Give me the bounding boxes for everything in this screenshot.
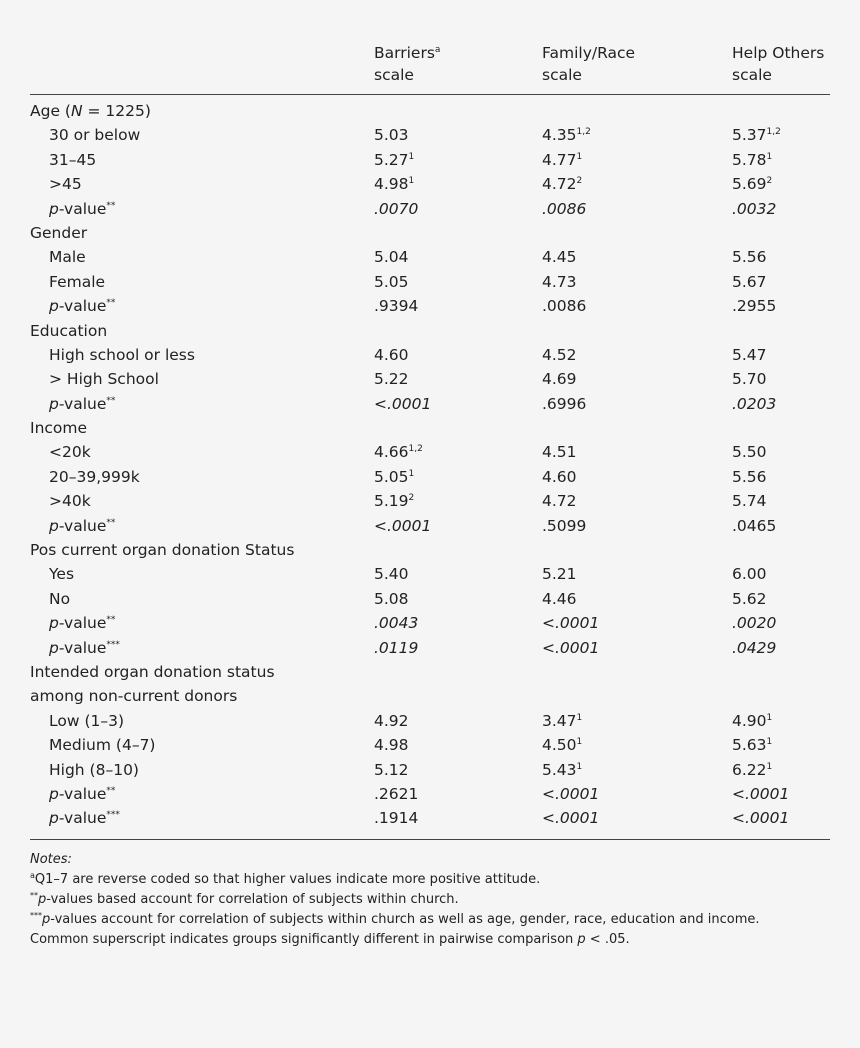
row-label: Income	[30, 419, 88, 438]
cell-value: 4.60	[374, 345, 409, 364]
cell-value: 4.69	[542, 370, 577, 389]
cell-value: .2621	[374, 784, 419, 803]
cell-value: 5.19$^2$	[374, 492, 415, 511]
column-header-line2: scale	[374, 66, 414, 84]
row-label: Intended organ donation status	[30, 662, 275, 681]
results-table	[30, 38, 830, 840]
table-row	[30, 343, 830, 367]
row-label: p-value***	[49, 809, 120, 828]
cell-value: 5.43$^1$	[542, 760, 583, 779]
table-row	[30, 538, 830, 562]
cell-value: 5.08	[374, 589, 409, 608]
row-label: Pos current organ donation Status	[30, 541, 295, 560]
row-label: <20k	[49, 443, 91, 462]
table-row	[30, 99, 830, 123]
column-header-line1: Family/Race	[542, 44, 636, 62]
table-row	[30, 465, 830, 489]
row-label: High school or less	[49, 345, 195, 364]
cell-value: .0429	[732, 638, 777, 657]
cell-value: .0086	[542, 297, 587, 316]
table-row	[30, 319, 830, 343]
cell-value: 5.05$^1$	[374, 467, 415, 486]
row-label: Gender	[30, 223, 88, 242]
cell-value: <.0001	[374, 516, 432, 535]
cell-value: 4.52	[542, 345, 577, 364]
row-label: p-value**	[49, 784, 116, 803]
row-label: No	[49, 589, 71, 608]
cell-value: <.0001	[732, 809, 790, 828]
row-label: Age (N = 1225)	[30, 102, 151, 120]
cell-value: <.0001	[732, 784, 790, 803]
table-header	[30, 38, 830, 95]
table-row	[30, 733, 830, 757]
cell-value: 5.40	[374, 565, 409, 584]
row-label: p-value**	[49, 516, 116, 535]
cell-value: 5.62	[732, 589, 767, 608]
table-notes	[30, 850, 850, 950]
cell-value: 4.66$^{1,2}$	[374, 443, 423, 462]
cell-value: .0020	[732, 614, 777, 633]
row-label: Education	[30, 321, 108, 340]
cell-value: 6.00	[732, 565, 767, 584]
cell-value: 4.90$^1$	[732, 711, 773, 730]
cell-value: <.0001	[542, 784, 600, 803]
table-row	[30, 416, 830, 440]
row-label: Low (1–3)	[49, 711, 125, 730]
table-row	[30, 148, 830, 172]
cell-value: 4.72$^2$	[542, 175, 583, 194]
cell-value: 5.03	[374, 126, 409, 145]
table-row	[30, 489, 830, 513]
cell-value: 5.70	[732, 370, 767, 389]
cell-value: 4.98$^1$	[374, 175, 415, 194]
row-label: Female	[49, 272, 106, 291]
row-label: p-value**	[49, 614, 116, 633]
cell-value: 5.56	[732, 467, 767, 486]
cell-value: .0203	[732, 394, 777, 413]
row-label: > High School	[49, 370, 159, 389]
table-row	[30, 684, 830, 708]
row-label: Medium (4–7)	[49, 736, 156, 755]
cell-value: 4.51	[542, 443, 577, 462]
cell-value: 5.21	[542, 565, 577, 584]
table-row	[30, 514, 830, 538]
table-row	[30, 123, 830, 147]
cell-value: 4.45	[542, 248, 577, 267]
cell-value: <.0001	[542, 809, 600, 828]
row-label: >40k	[49, 492, 91, 511]
column-header-family-race	[542, 42, 635, 86]
table-body	[30, 95, 830, 840]
row-label: 20–39,999k	[49, 467, 140, 486]
row-label: 30 or below	[49, 126, 141, 145]
cell-value: 4.46	[542, 589, 577, 608]
table-row	[30, 367, 830, 391]
table-row	[30, 197, 830, 221]
table-row	[30, 587, 830, 611]
column-header-line2: scale	[542, 66, 582, 84]
table-row	[30, 636, 830, 660]
cell-value: .0086	[542, 199, 587, 218]
column-header-superscript: a	[434, 45, 441, 55]
table-row	[30, 611, 830, 635]
table-row	[30, 709, 830, 733]
cell-value: 4.35$^{1,2}$	[542, 126, 591, 145]
column-header-line1: Help Others	[732, 44, 825, 62]
table-row	[30, 782, 830, 806]
table-row	[30, 172, 830, 196]
cell-value: 5.63$^1$	[732, 736, 773, 755]
cell-value: .0119	[374, 638, 419, 657]
cell-value: 5.05	[374, 272, 409, 291]
row-label: Male	[49, 248, 86, 267]
cell-value: 4.50$^1$	[542, 736, 583, 755]
row-label: 31–45	[49, 150, 97, 169]
cell-value: 5.22	[374, 370, 409, 389]
cell-value: 4.60	[542, 467, 577, 486]
row-label: p-value**	[49, 297, 116, 316]
cell-value: 5.27$^1$	[374, 150, 415, 169]
note-line: Common superscript indicates groups significantly different in pairwise comparison p < .05.	[30, 932, 630, 947]
cell-value: <.0001	[542, 638, 600, 657]
cell-value: 6.22$^1$	[732, 760, 773, 779]
row-label: p-value**	[49, 394, 116, 413]
cell-value: 4.98	[374, 736, 409, 755]
cell-value: 5.04	[374, 248, 409, 267]
cell-value: 5.78$^1$	[732, 150, 773, 169]
notes-heading: Notes:	[30, 852, 72, 867]
cell-value: .0465	[732, 516, 777, 535]
cell-value: .5099	[542, 516, 587, 535]
cell-value: <.0001	[374, 394, 432, 413]
cell-value: 4.92	[374, 711, 409, 730]
cell-value: 4.77$^1$	[542, 150, 583, 169]
column-header-help-others	[732, 42, 824, 86]
cell-value: 5.56	[732, 248, 767, 267]
table-row	[30, 221, 830, 245]
table-row	[30, 660, 830, 684]
table-row	[30, 562, 830, 586]
cell-value: 5.12	[374, 760, 409, 779]
row-label: p-value**	[49, 199, 116, 218]
table-row	[30, 270, 830, 294]
cell-value: 3.47$^1$	[542, 711, 583, 730]
cell-value: 5.74	[732, 492, 767, 511]
row-label: >45	[49, 175, 82, 194]
cell-value: <.0001	[542, 614, 600, 633]
row-label: Yes	[49, 565, 75, 584]
table-row	[30, 440, 830, 464]
column-header-line2: scale	[732, 66, 772, 84]
column-header-barriers	[374, 42, 440, 86]
cell-value: 5.50	[732, 443, 767, 462]
cell-value: .0032	[732, 199, 777, 218]
row-label: High (8–10)	[49, 760, 139, 779]
cell-value: .2955	[732, 297, 777, 316]
cell-value: .1914	[374, 809, 419, 828]
cell-value: 5.47	[732, 345, 767, 364]
cell-value: 5.69$^2$	[732, 175, 773, 194]
table-row	[30, 392, 830, 416]
table-row	[30, 245, 830, 269]
cell-value: 4.72	[542, 492, 577, 511]
table-row	[30, 294, 830, 318]
cell-value: 4.73	[542, 272, 577, 291]
note-line: ***p-values account for correlation of subjects within church as well as age, gender, race, education and income.	[30, 911, 760, 927]
cell-value: 5.67	[732, 272, 767, 291]
row-label: among non-current donors	[30, 687, 238, 706]
cell-value: 5.37$^{1,2}$	[732, 126, 781, 145]
cell-value: .0070	[374, 199, 419, 218]
note-line: $^a$Q1–7 are reverse coded so that higher values indicate more positive attitude.	[30, 871, 541, 887]
column-header-line1: Barriers	[374, 44, 435, 62]
row-label: p-value***	[49, 638, 120, 657]
table-row	[30, 758, 830, 782]
cell-value: .6996	[542, 394, 587, 413]
note-line: **p-values based account for correlation of subjects within church.	[30, 891, 459, 907]
cell-value: .0043	[374, 614, 419, 633]
table-row	[30, 806, 830, 830]
cell-value: .9394	[374, 297, 419, 316]
